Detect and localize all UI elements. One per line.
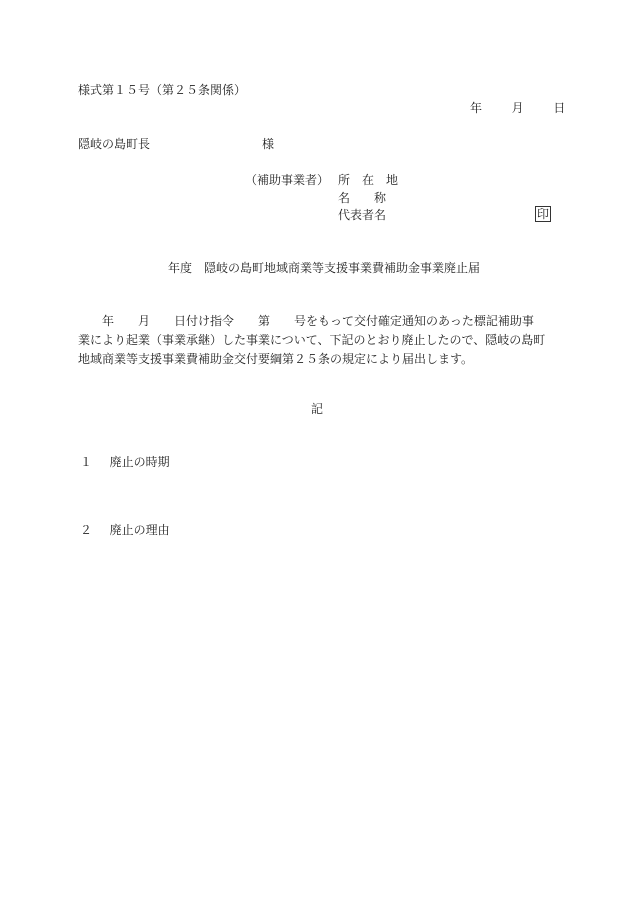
item-1: [80, 454, 170, 470]
recipient-honorific: 様: [262, 137, 275, 151]
recipient-name: 隠岐の島町長: [78, 137, 151, 151]
date-year: 年: [470, 101, 483, 115]
document-title: 年度 隠岐の島町地域商業等支援事業費補助金事業廃止届: [168, 261, 481, 275]
name-label: 名 称: [338, 191, 387, 205]
seal-box: 印: [537, 207, 550, 221]
item-number: １: [80, 455, 93, 469]
item-2: [80, 522, 170, 538]
item-label: 廃止の時期: [109, 455, 170, 469]
body-line-3: 地域商業等支援事業費補助金交付要綱第２５条の規定により届出します。: [78, 352, 474, 366]
date-day: 日: [553, 101, 566, 115]
item-number: ２: [80, 523, 93, 537]
ki-heading: 記: [311, 402, 324, 416]
applicant-label: （補助事業者）: [245, 173, 330, 187]
date-line: [470, 100, 565, 116]
body-line-2: 業により起業（事業承継）した事業について、下記のとおり廃止したので、隠岐の島町: [78, 333, 546, 347]
item-label: 廃止の理由: [109, 523, 170, 537]
seal-mark: [535, 206, 551, 222]
body-line-1: 年 月 日付け指令 第 号をもって交付確定通知のあった標記補助事: [78, 314, 534, 328]
form-number: 様式第１５号（第２５条関係）: [78, 83, 247, 97]
date-month: 月: [511, 101, 524, 115]
address-label: 所 在 地: [338, 173, 399, 187]
representative-label: 代表者名: [338, 208, 387, 222]
